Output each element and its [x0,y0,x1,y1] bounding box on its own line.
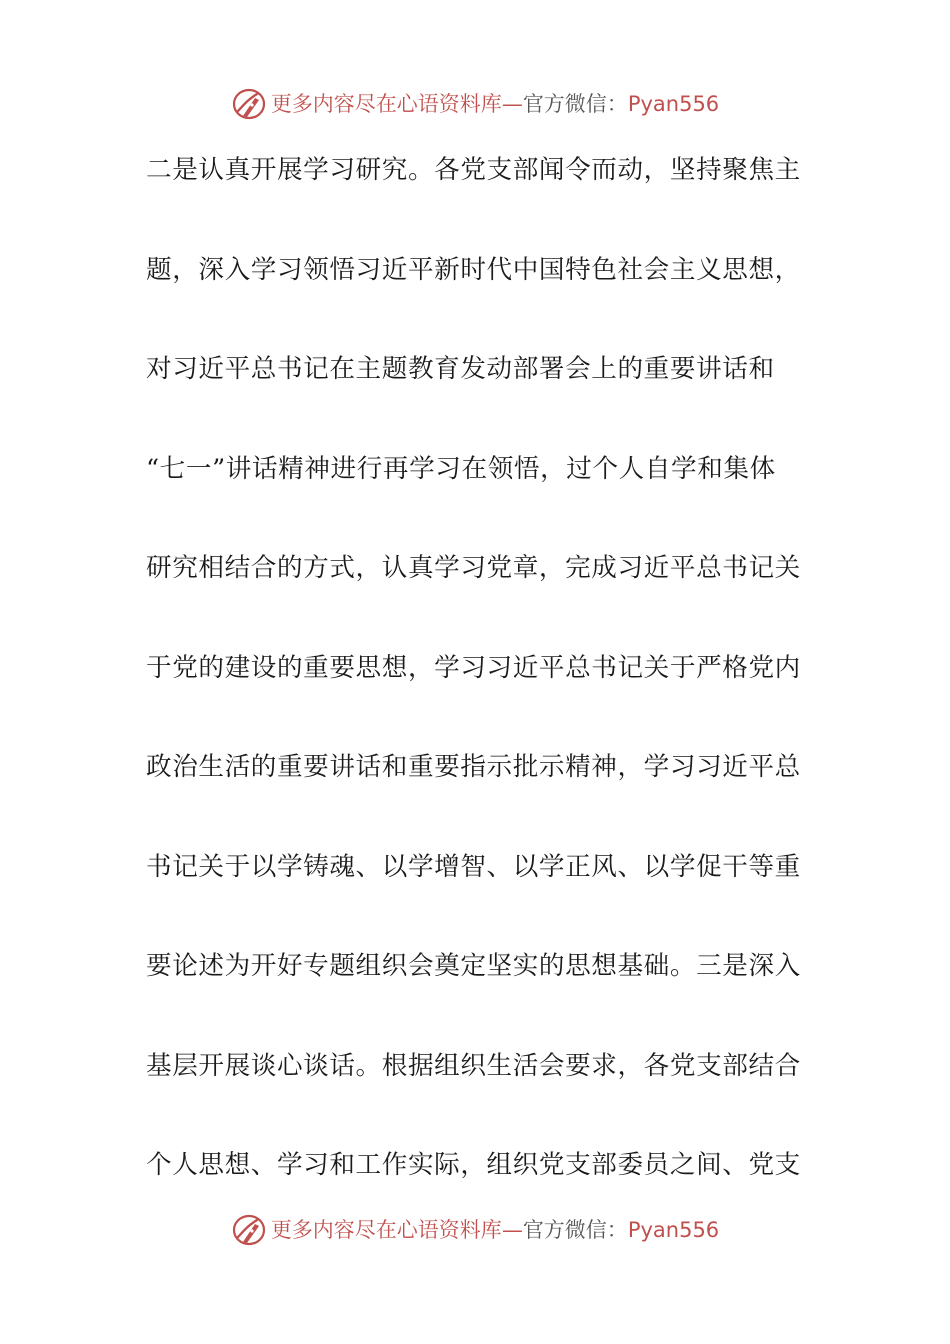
footer-banner [0,1210,950,1250]
body-line: 对习近平总书记在主题教育发动部署会上的重要讲话和 [146,354,775,384]
banner-text [270,91,720,116]
banner-dash: — [501,91,523,116]
body-line: 个人思想、学习和工作实际，组织党支部委员之间、党支 [146,1150,801,1180]
body-line: 要论述为开好专题组织会奠定坚实的思想基础。三是深入 [146,951,801,981]
body-line: 于党的建设的重要思想，学习习近平总书记关于严格党内 [146,652,801,683]
header-banner [0,84,950,124]
body-line: 题，深入学习领悟习近平新时代中国特色社会主义思想， [146,254,801,285]
body-line: 基层开展谈心谈话。根据组织生活会要求，各党支部结合 [146,1050,801,1081]
banner-text [270,1217,720,1242]
banner-dash: — [501,1217,523,1242]
banner-main-text: 更多内容尽在心语资料库 [270,91,502,116]
body-line: 研究相结合的方式，认真学习党章，完成习近平总书记关 [146,553,801,583]
banner-wechat-id: Pyan556 [627,1217,720,1242]
body-line: 政治生活的重要讲话和重要指示批示精神，学习习近平总 [146,752,801,782]
banner-official-label: 官方微信： [522,91,628,116]
body-line: 二是认真开展学习研究。各党支部闻令而动，坚持聚焦主 [146,155,801,185]
document-body [146,148,801,1243]
banner-official-label: 官方微信： [522,1217,628,1242]
banner-main-text: 更多内容尽在心语资料库 [270,1217,502,1242]
body-line: 书记关于以学铸魂、以学增智、以学正风、以学促干等重 [146,851,801,882]
pen-nib-logo-icon [231,1212,267,1248]
body-line: “七一”讲话精神进行再学习在领悟，过个人自学和集体 [146,453,776,484]
banner-wechat-id: Pyan556 [627,91,720,116]
pen-nib-logo-icon [231,86,267,122]
